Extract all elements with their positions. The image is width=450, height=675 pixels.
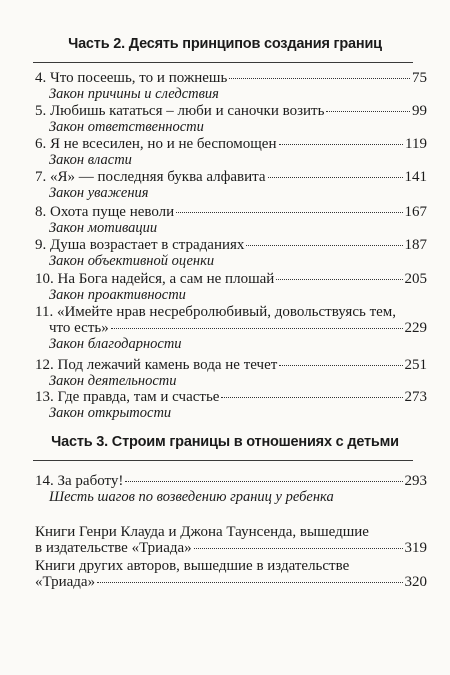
entry-title: в издательстве «Триада» <box>35 540 192 556</box>
entry-title-line1: Книги Генри Клауда и Джона Таунсенда, вышедшие <box>35 524 369 540</box>
toc-entry-13 <box>35 389 427 421</box>
entry-title: 9. Душа возрастает в страданиях <box>35 237 245 253</box>
entry-title: 7. «Я» — последняя буква алфавита <box>35 169 266 185</box>
entry-title: 5. Любишь кататься – люби и саночки возить <box>35 103 325 119</box>
entry-law: Закон ответственности <box>49 119 204 135</box>
toc-entry-8 <box>35 204 427 236</box>
entry-title: 8. Охота пуще неволи <box>35 204 175 220</box>
leader-dots <box>246 245 402 246</box>
toc-entry-5 <box>35 103 427 135</box>
entry-title: 13. Где правда, там и счастье <box>35 389 220 405</box>
leader-dots <box>326 111 410 112</box>
toc-entry-11 <box>35 304 427 352</box>
entry-title: 4. Что посеешь, то и пожнешь <box>35 70 228 86</box>
leader-dots <box>229 78 410 79</box>
entry-page: 205 <box>404 271 427 287</box>
entry-law: Закон мотивации <box>49 220 158 236</box>
entry-title: 12. Под лежачий камень вода не течет <box>35 357 278 373</box>
toc-entry-4 <box>35 70 427 102</box>
entry-law: Закон деятельности <box>49 373 177 389</box>
entry-page: 273 <box>404 389 427 405</box>
leader-dots <box>194 548 403 549</box>
entry-law: Закон открытости <box>49 405 172 421</box>
entry-law: Закон объективной оценки <box>49 253 215 269</box>
entry-title: «Триада» <box>35 574 96 590</box>
leader-dots <box>268 177 403 178</box>
entry-page: 141 <box>404 169 427 185</box>
entry-title: 10. На Бога надейся, а сам не плошай <box>35 271 275 287</box>
toc-entry-7 <box>35 169 427 201</box>
leader-dots <box>279 365 402 366</box>
leader-dots <box>111 328 403 329</box>
entry-page: 251 <box>404 357 427 373</box>
entry-law: Закон уважения <box>49 185 149 201</box>
toc-appendix-1 <box>35 524 427 556</box>
entry-law: Закон проактивности <box>49 287 186 303</box>
part-2-rule <box>33 62 413 63</box>
leader-dots <box>276 279 402 280</box>
part-2-heading: Часть 2. Десять принципов создания границ <box>68 36 382 52</box>
leader-dots <box>97 582 402 583</box>
entry-page: 119 <box>405 136 427 152</box>
toc-entry-12 <box>35 357 427 389</box>
entry-title-line1: Книги других авторов, вышедшие в издательстве <box>35 558 350 574</box>
entry-page: 167 <box>404 204 427 220</box>
entry-law: Закон благодарности <box>49 336 182 352</box>
entry-page: 293 <box>404 473 427 489</box>
entry-law: Шесть шагов по возведению границ у ребенка <box>49 489 334 505</box>
entry-title: 6. Я не всесилен, но и не беспомощен <box>35 136 277 152</box>
entry-page: 99 <box>412 103 427 119</box>
entry-page: 75 <box>412 70 427 86</box>
toc-appendix-2 <box>35 558 427 590</box>
toc-entry-6 <box>35 136 427 168</box>
entry-title-line1: 11. «Имейте нрав несребролюбивый, довольствуясь тем, <box>35 304 397 320</box>
toc-entry-10 <box>35 271 427 303</box>
entry-page: 187 <box>404 237 427 253</box>
toc-entry-9 <box>35 237 427 269</box>
leader-dots <box>176 212 402 213</box>
part-3-rule <box>33 460 413 461</box>
entry-title: что есть» <box>49 320 109 336</box>
entry-law: Закон власти <box>49 152 132 168</box>
leader-dots <box>125 481 402 482</box>
entry-title: 14. За работу! <box>35 473 124 489</box>
entry-page: 320 <box>404 574 427 590</box>
entry-page: 229 <box>404 320 427 336</box>
leader-dots <box>221 397 402 398</box>
leader-dots <box>279 144 404 145</box>
toc-entry-14 <box>35 473 427 505</box>
entry-law: Закон причины и следствия <box>49 86 219 102</box>
entry-page: 319 <box>404 540 427 556</box>
part-3-heading: Часть 3. Строим границы в отношениях с детьми <box>51 434 399 450</box>
